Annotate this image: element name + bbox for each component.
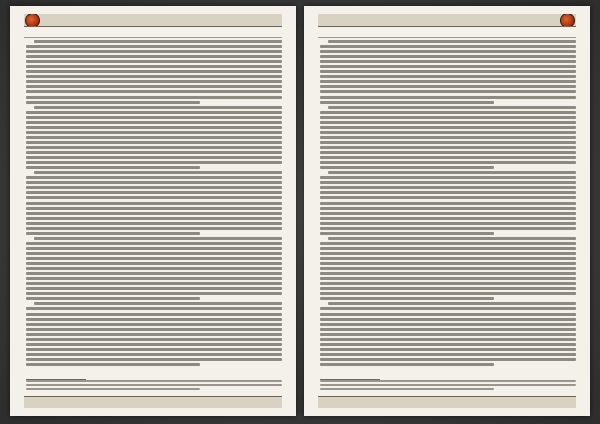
text-line	[320, 151, 576, 154]
text-line	[26, 161, 282, 164]
text-line	[26, 252, 282, 255]
text-line	[320, 202, 576, 205]
text-line	[26, 348, 282, 351]
body-text	[320, 40, 576, 378]
text-line	[320, 257, 576, 260]
text-line	[328, 106, 576, 109]
text-line	[320, 267, 576, 270]
text-line	[320, 222, 576, 225]
text-line	[26, 333, 282, 336]
text-line	[320, 272, 576, 275]
text-line	[26, 131, 282, 134]
text-line	[26, 111, 282, 114]
text-line	[26, 297, 200, 300]
text-line	[320, 252, 576, 255]
text-line	[26, 267, 282, 270]
text-line	[320, 90, 576, 93]
text-line	[320, 323, 576, 326]
text-line	[26, 272, 282, 275]
text-line	[320, 353, 576, 356]
text-line	[320, 262, 576, 265]
text-line	[26, 196, 282, 199]
text-line	[320, 333, 576, 336]
text-line	[26, 116, 282, 119]
text-line	[320, 247, 576, 250]
text-line	[320, 75, 576, 78]
text-line	[26, 277, 282, 280]
footnote-line	[26, 380, 282, 382]
text-line	[26, 70, 282, 73]
text-line	[320, 60, 576, 63]
text-line	[320, 136, 576, 139]
text-line	[26, 85, 282, 88]
text-line	[320, 126, 576, 129]
text-line	[34, 40, 282, 43]
text-line	[320, 111, 576, 114]
text-line	[320, 242, 576, 245]
text-line	[26, 262, 282, 265]
text-line	[320, 338, 576, 341]
text-line	[26, 101, 200, 104]
text-line	[26, 247, 282, 250]
page-footer	[318, 396, 576, 408]
text-line	[26, 191, 282, 194]
text-line	[26, 55, 282, 58]
text-line	[320, 50, 576, 53]
text-line	[320, 65, 576, 68]
text-line	[320, 191, 576, 194]
text-line	[26, 75, 282, 78]
footnotes	[320, 380, 576, 396]
text-line	[320, 363, 494, 366]
text-line	[320, 287, 576, 290]
text-line	[320, 116, 576, 119]
page-header	[318, 14, 576, 27]
text-line	[320, 328, 576, 331]
text-line	[26, 328, 282, 331]
text-line	[320, 307, 576, 310]
text-line	[26, 90, 282, 93]
text-line	[26, 126, 282, 129]
text-line	[320, 161, 576, 164]
text-line	[320, 55, 576, 58]
text-line	[328, 237, 576, 240]
text-line	[26, 242, 282, 245]
text-line	[320, 176, 576, 179]
text-line	[26, 227, 282, 230]
text-line	[320, 85, 576, 88]
text-line	[320, 146, 576, 149]
text-line	[26, 207, 282, 210]
text-line	[328, 302, 576, 305]
text-line	[26, 257, 282, 260]
text-line	[26, 166, 200, 169]
text-line	[320, 45, 576, 48]
footnote-line	[320, 380, 576, 382]
text-line	[320, 141, 576, 144]
text-line	[26, 217, 282, 220]
text-line	[26, 151, 282, 154]
footnote-line	[26, 384, 282, 386]
text-line	[34, 302, 282, 305]
text-line	[320, 181, 576, 184]
text-line	[26, 222, 282, 225]
text-line	[26, 65, 282, 68]
text-line	[26, 146, 282, 149]
text-line	[320, 217, 576, 220]
text-line	[26, 318, 282, 321]
text-line	[320, 80, 576, 83]
text-line	[26, 50, 282, 53]
text-line	[320, 101, 494, 104]
body-text	[26, 40, 282, 378]
left-page[interactable]	[10, 6, 296, 416]
text-line	[26, 181, 282, 184]
text-line	[26, 136, 282, 139]
text-line	[26, 307, 282, 310]
text-line	[320, 196, 576, 199]
text-line	[26, 323, 282, 326]
text-line	[320, 121, 576, 124]
text-line	[34, 237, 282, 240]
text-line	[320, 318, 576, 321]
text-line	[320, 207, 576, 210]
text-line	[320, 166, 494, 169]
text-line	[320, 292, 576, 295]
emblem-icon	[560, 14, 575, 27]
text-line	[26, 353, 282, 356]
footnote-line	[320, 388, 494, 390]
text-line	[26, 292, 282, 295]
footnote-line	[26, 388, 200, 390]
text-line	[26, 313, 282, 316]
text-line	[320, 297, 494, 300]
text-line	[34, 171, 282, 174]
section-title	[24, 28, 282, 38]
text-line	[26, 212, 282, 215]
text-line	[26, 80, 282, 83]
text-line	[26, 232, 200, 235]
text-line	[320, 186, 576, 189]
text-line	[320, 70, 576, 73]
text-line	[320, 348, 576, 351]
text-line	[320, 156, 576, 159]
page-footer	[24, 396, 282, 408]
footnote-line	[320, 384, 576, 386]
text-line	[26, 96, 282, 99]
section-title	[318, 28, 576, 38]
text-line	[26, 343, 282, 346]
text-line	[320, 96, 576, 99]
text-line	[26, 60, 282, 63]
text-line	[320, 358, 576, 361]
text-line	[320, 131, 576, 134]
text-line	[26, 282, 282, 285]
text-line	[26, 338, 282, 341]
text-line	[328, 40, 576, 43]
text-line	[320, 343, 576, 346]
text-line	[26, 45, 282, 48]
text-line	[320, 282, 576, 285]
text-line	[26, 287, 282, 290]
text-line	[26, 358, 282, 361]
text-line	[26, 363, 200, 366]
text-line	[320, 232, 494, 235]
text-line	[320, 313, 576, 316]
text-line	[320, 277, 576, 280]
text-line	[26, 176, 282, 179]
footnotes	[26, 380, 282, 396]
text-line	[26, 141, 282, 144]
text-line	[26, 186, 282, 189]
right-page[interactable]	[304, 6, 590, 416]
text-line	[26, 156, 282, 159]
text-line	[320, 212, 576, 215]
text-line	[26, 202, 282, 205]
text-line	[320, 227, 576, 230]
page-header	[24, 14, 282, 27]
text-line	[328, 171, 576, 174]
text-line	[26, 121, 282, 124]
text-line	[34, 106, 282, 109]
emblem-icon	[25, 14, 40, 27]
